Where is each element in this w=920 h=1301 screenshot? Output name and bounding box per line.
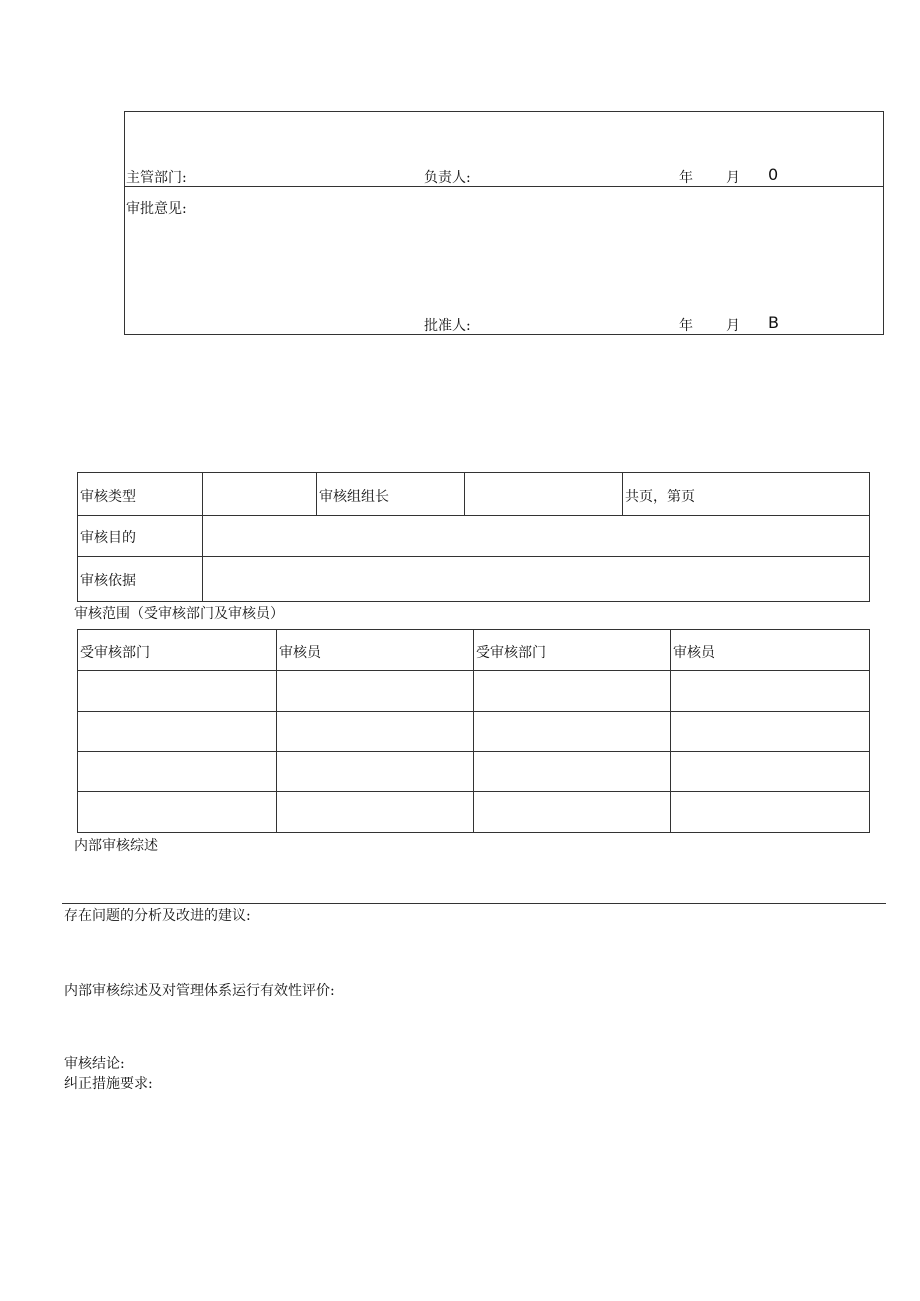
year-label-1: 年 bbox=[679, 170, 693, 186]
audit-purpose-value[interactable] bbox=[205, 518, 865, 554]
audit-type-value[interactable] bbox=[205, 475, 313, 513]
corrective-label: 纠正措施要求: bbox=[64, 1076, 153, 1092]
audit-type-label: 审核类型 bbox=[80, 489, 136, 505]
opinion-label: 审批意见: bbox=[126, 201, 187, 217]
day-label-2: B bbox=[768, 313, 779, 332]
audit-info-col-line bbox=[622, 472, 623, 516]
analysis-label: 存在问题的分析及改进的建议: bbox=[64, 908, 251, 924]
summary-title: 内部审核综述 bbox=[74, 838, 158, 854]
owner-label: 负责人: bbox=[424, 170, 471, 186]
approval-divider bbox=[124, 186, 884, 187]
dept-label: 主管部门: bbox=[126, 170, 187, 186]
scope-col-line bbox=[473, 629, 474, 833]
team-leader-value[interactable] bbox=[467, 475, 619, 513]
team-leader-label: 审核组组长 bbox=[319, 489, 389, 505]
scope-header-auditor-1: 审核员 bbox=[279, 645, 321, 661]
approval-box bbox=[124, 111, 884, 335]
evaluation-label: 内部审核综述及对管理体系运行有效性评价: bbox=[64, 983, 335, 999]
day-label-1: 0 bbox=[768, 165, 779, 184]
summary-divider bbox=[62, 903, 886, 904]
scope-col-line bbox=[276, 629, 277, 833]
audit-info-col-line bbox=[464, 472, 465, 516]
audit-info-col-line bbox=[202, 472, 203, 602]
audit-purpose-label: 审核目的 bbox=[80, 530, 136, 546]
scope-col-line bbox=[670, 629, 671, 833]
audit-info-row-line bbox=[77, 556, 870, 557]
month-label-2: 月 bbox=[726, 318, 740, 334]
page-count-label: 共页，第页 bbox=[625, 489, 695, 505]
conclusion-label: 审核结论: bbox=[64, 1056, 125, 1072]
approver-label: 批准人: bbox=[424, 318, 471, 334]
audit-info-row-line bbox=[77, 515, 870, 516]
scope-header-dept-2: 受审核部门 bbox=[476, 645, 546, 661]
audit-info-col-line bbox=[316, 472, 317, 516]
year-label-2: 年 bbox=[679, 318, 693, 334]
audit-scope-title: 审核范围（受审核部门及审核员） bbox=[74, 606, 284, 622]
month-label-1: 月 bbox=[726, 170, 740, 186]
scope-header-auditor-2: 审核员 bbox=[673, 645, 715, 661]
scope-header-dept-1: 受审核部门 bbox=[80, 645, 150, 661]
audit-basis-value[interactable] bbox=[205, 559, 865, 599]
audit-basis-label: 审核依据 bbox=[80, 573, 136, 589]
